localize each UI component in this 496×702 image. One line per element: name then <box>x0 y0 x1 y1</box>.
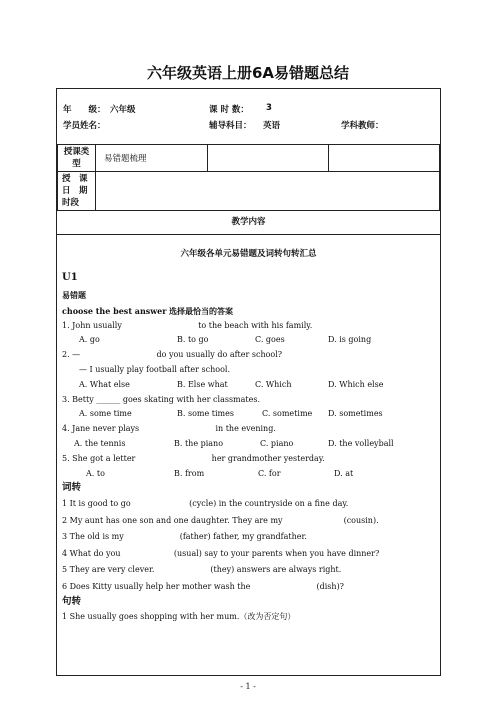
exercise-content <box>62 271 434 625</box>
word-transform-item: 2 My aunt has one son and one daughter. They are my (cousin). <box>62 515 379 525</box>
lesson-date-label: 授 课 日 期 时段 <box>58 172 96 211</box>
question-stem: 4. Jane never plays in the evening. <box>62 424 276 434</box>
teacher-label: 学科教师： <box>341 121 384 131</box>
word-transform-item: 4 What do you (usual) say to your parents when you have dinner? <box>62 548 380 558</box>
document-title: 六年级英语上册6A易错题总结 <box>146 64 350 82</box>
unit-label: U1 <box>62 272 78 283</box>
subject-value: 英语 <box>263 121 281 131</box>
lesson-info-table <box>57 144 440 211</box>
student-name-label: 学员姓名： <box>63 121 106 131</box>
error-heading: 易错题 <box>62 291 86 300</box>
question-stem: 3. Betty ______ goes skating with her classmates. <box>62 394 260 404</box>
word-transform-item: 5 They are very clever. (they) answers are always right. <box>62 565 342 575</box>
question-options: A. What else B. Else what C. Which D. Which else <box>79 379 384 389</box>
page-number: - 1 - <box>240 682 256 691</box>
lesson-type-empty-cell-2 <box>329 145 440 172</box>
sentence-transform-heading: 句转 <box>62 596 82 608</box>
lesson-type-value: 易错题梳理 <box>96 145 208 172</box>
question-stem: 5. She got a letter her grandmother yesterday. <box>62 453 325 463</box>
question-options: A. some time B. some times C. sometime D. sometimes <box>79 409 383 419</box>
lesson-type-empty-cell <box>208 145 329 172</box>
lesson-type-label: 授课类型 <box>58 145 96 172</box>
question-stem: 1. John usually to the beach with his family. <box>62 320 313 330</box>
lesson-plan-frame <box>56 88 441 676</box>
sentence-transform-item: 1 She usually goes shopping with her mum.（改为否定句） <box>62 612 296 622</box>
question-response: — I usually play football after school. <box>79 364 230 374</box>
question-options: A. go B. to go C. goes D. is going <box>79 335 372 345</box>
question-options: A. to B. from C. for D. at <box>86 468 354 478</box>
question-stem: 2. — do you usually do after school? <box>62 350 283 360</box>
hours-label: 课 时 数： <box>209 105 249 115</box>
teaching-content-heading: 教学内容 <box>231 217 266 227</box>
subject-label: 辅导科目： <box>209 121 252 131</box>
word-transform-heading: 词转 <box>62 482 82 494</box>
instruction-en: choose the best answer <box>62 305 167 316</box>
hours-value: 3 <box>266 103 272 113</box>
grade-label: 年 级： <box>63 105 106 115</box>
grade-value: 六年级 <box>110 105 136 115</box>
word-transform-item: 1 It is good to go (cycle) in the countryside on a fine day. <box>62 499 349 509</box>
lesson-date-value <box>96 172 440 211</box>
word-transform-item: 6 Does Kitty usually help her mother wash the (dish)? <box>62 581 344 591</box>
section-title: 六年级各单元易错题及词转句转汇总 <box>180 249 317 259</box>
question-options: A. the tennis B. the piano C. piano D. the volleyball <box>74 438 394 448</box>
instruction-cn: 选择最恰当的答案 <box>169 306 234 316</box>
divider <box>57 234 440 235</box>
word-transform-item: 3 The old is my (father) father, my grandfather. <box>62 532 307 542</box>
